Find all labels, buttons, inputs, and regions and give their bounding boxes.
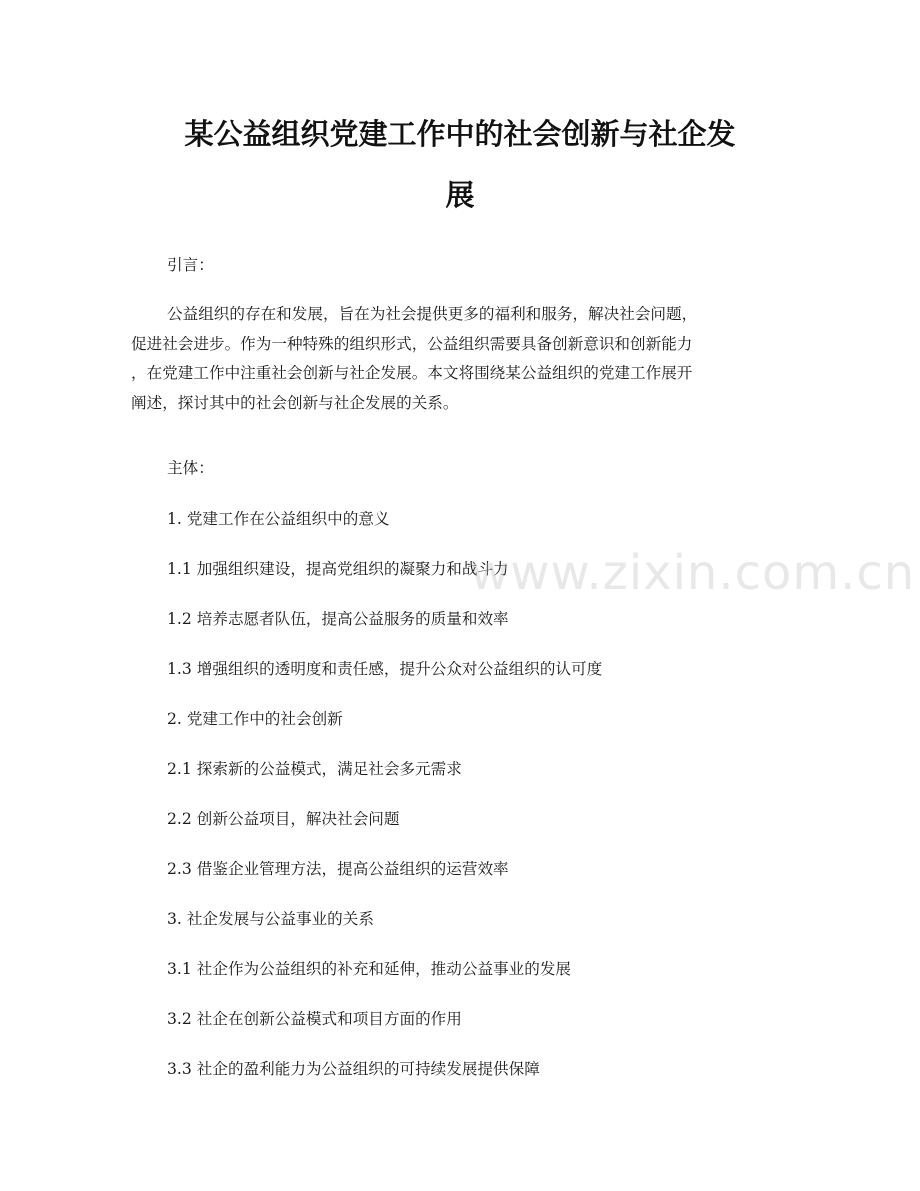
intro-line: 促进社会进步。作为一种特殊的组织形式，公益组织需要具备创新意识和创新能力 [131, 334, 693, 353]
body-label: 主体： [167, 459, 214, 477]
outline-item: 1.2 培养志愿者队伍，提高公益服务的质量和效率 [167, 610, 509, 628]
intro-paragraph [131, 300, 791, 418]
title-line-2: 展 [445, 178, 475, 212]
outline-heading: 1. 党建工作在公益组织中的意义 [167, 510, 390, 528]
outline-item: 3.1 社企作为公益组织的补充和延伸，推动公益事业的发展 [167, 960, 572, 978]
outline-item: 3.3 社企的盈利能力为公益组织的可持续发展提供保障 [167, 1060, 540, 1078]
outline-item: 3.2 社企在创新公益模式和项目方面的作用 [167, 1010, 462, 1028]
watermark: www.zixin.com.cn [470, 545, 916, 601]
outline-item: 1.3 增强组织的透明度和责任感，提升公众对公益组织的认可度 [167, 660, 603, 678]
title-line-1: 某公益组织党建工作中的社会创新与社企发 [184, 117, 736, 151]
outline-item: 2.3 借鉴企业管理方法，提高公益组织的运营效率 [167, 860, 509, 878]
intro-label: 引言： [167, 256, 214, 274]
outline-item: 2.2 创新公益项目，解决社会问题 [167, 810, 400, 828]
outline-item: 2.1 探索新的公益模式，满足社会多元需求 [167, 760, 462, 778]
outline-heading: 2. 党建工作中的社会创新 [167, 710, 343, 728]
intro-line: 阐述，探讨其中的社会创新与社企发展的关系。 [131, 393, 459, 412]
document-title [130, 104, 790, 226]
intro-line: ，在党建工作中注重社会创新与社企发展。本文将围绕某公益组织的党建工作展开 [131, 364, 693, 382]
outline-heading: 3. 社企发展与公益事业的关系 [167, 910, 374, 928]
outline-item: 1.1 加强组织建设，提高党组织的凝聚力和战斗力 [167, 560, 509, 578]
intro-line: 公益组织的存在和发展，旨在为社会提供更多的福利和服务，解决社会问题， [167, 305, 698, 323]
